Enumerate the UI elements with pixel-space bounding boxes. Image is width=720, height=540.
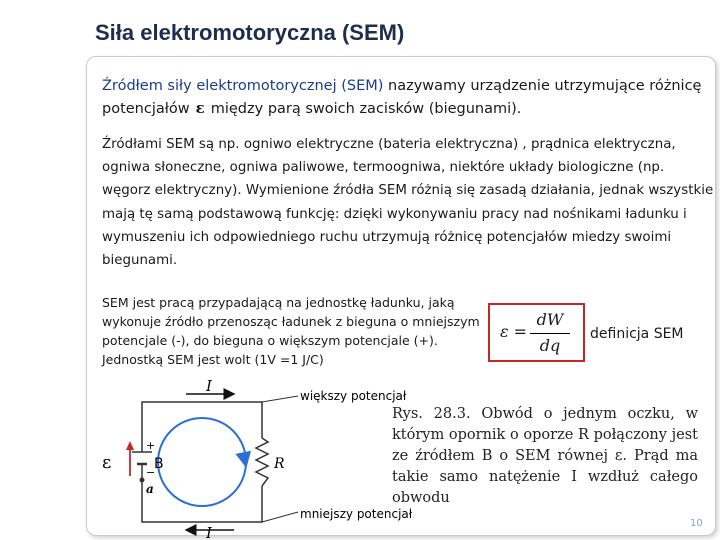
definition-term: Źródłem siły elektromotorycznej (SEM) (102, 78, 384, 94)
work-paragraph: SEM jest pracą przypadającą na jednostkę ładunku, jaką wykonuje źródło przenosząc ładunek z bieguna o mniejszym potencjale (-), do bieguna o większym potencjale (+). Jednostką SEM jest wolt (1V =1 J/C) (102, 295, 480, 367)
circuit-diagram (100, 377, 413, 540)
lower-potential-label: mniejszy potencjał (300, 507, 413, 521)
definition-text-2: między parą swoich zacisków (biegunami). (210, 101, 522, 117)
higher-potential-label: większy potencjał (300, 389, 407, 403)
higher-potential-leader (262, 396, 298, 402)
slide-title: Siła elektromotoryczna (SEM) (95, 20, 405, 45)
figure-caption: Rys. 28.3. Obwód o jednym oczku, w którym opornik o oporze R połączony jest ze źródłem B o SEM równej ε. Prąd ma takie samo natężenie I wzdłuż całego obwodu (392, 406, 698, 506)
battery-label: B (154, 456, 164, 472)
lower-potential-leader (262, 512, 298, 522)
formula-denominator: dq (539, 336, 561, 355)
fraction-bar (530, 333, 570, 334)
current-label-bottom: I (206, 524, 212, 540)
terminal-a-label: a (146, 482, 154, 496)
minus-sign: − (146, 466, 156, 479)
current-label-top: I (206, 377, 212, 395)
formula-label: definicja SEM (590, 326, 684, 342)
emf-symbol: ε (195, 99, 205, 117)
page-number: 10 (690, 518, 703, 529)
definition-text-1: nazywamy urządzenie utrzymujące różnicę potencjałów (102, 78, 702, 117)
current-loop (158, 418, 246, 506)
plus-sign: + (146, 439, 156, 452)
formula-lhs: ε = (500, 322, 528, 341)
terminal-a-dot (140, 478, 145, 483)
formula-numerator: dW (536, 310, 564, 329)
definition-paragraph (102, 75, 717, 120)
sources-paragraph: Źródłami SEM są np. ogniwo elektryczne (bateria elektryczna) , prądnica elektryczna, ogniwa słoneczne, ogniwa paliwowe, termoogniwa, niektóre układy biologiczne (np. węgorz elektryczny). Wymienione źródła SEM różnią się zasadą działania, jednak wszystkie mają tę samą podstawową funkcję: dzięki wykonywaniu pracy nad nośnikami ładunku i wymuszeniu ich odpowiedniego ruchu utrzymują różnicę potencjałów miedzy swoimi biegunami. (102, 137, 714, 269)
resistor-label: R (274, 456, 285, 472)
emf-label: ε (102, 452, 112, 473)
emf-formula (488, 303, 585, 362)
